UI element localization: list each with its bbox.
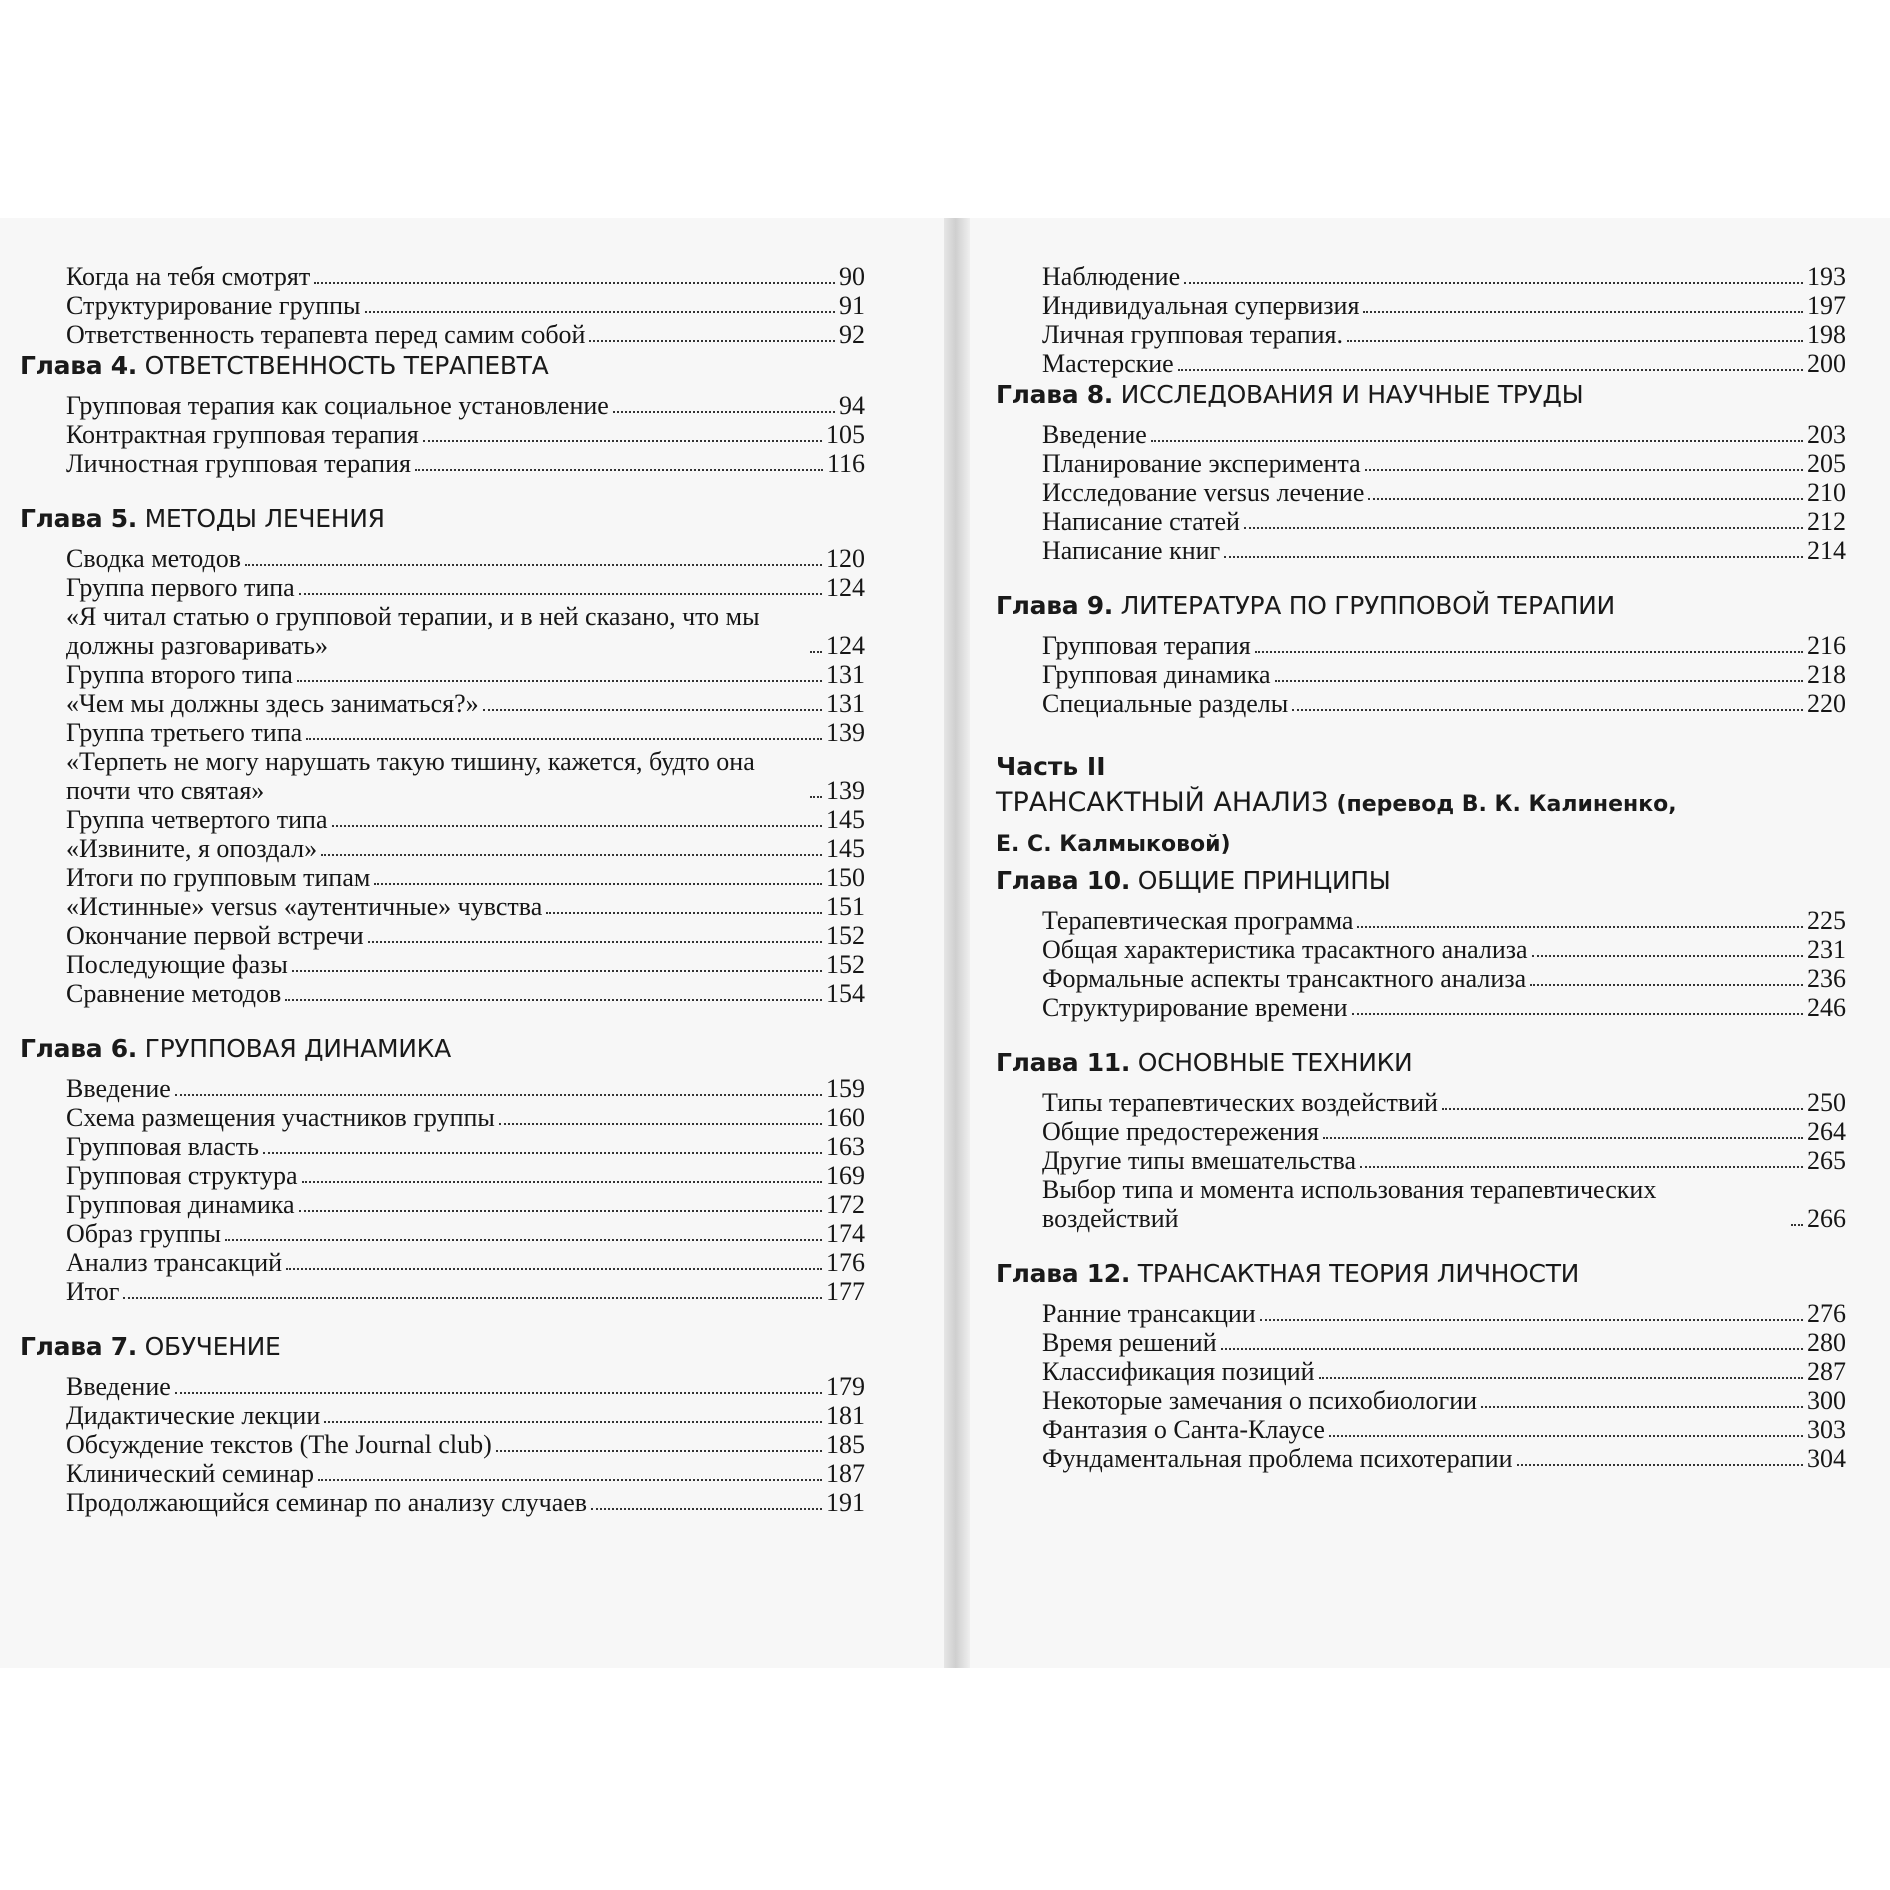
toc-entry-title: Время решений <box>1042 1328 1217 1357</box>
toc-entry <box>66 718 865 747</box>
toc-entry-page-number: 187 <box>826 1459 865 1488</box>
toc-entry-page-number: 210 <box>1807 478 1846 507</box>
dot-leader <box>225 1239 822 1241</box>
toc-entry <box>66 1488 865 1517</box>
toc-entry-page-number: 264 <box>1807 1117 1846 1146</box>
toc-entry-title: «Терпеть не могу нарушать такую тишину, кажется, будто она почти что святая» <box>66 747 755 805</box>
toc-entry <box>66 892 865 921</box>
toc-entry-page-number: 265 <box>1807 1146 1846 1175</box>
toc-entry <box>66 262 865 291</box>
toc-entry <box>66 863 865 892</box>
toc-entry-title: Структурирование группы <box>66 291 361 320</box>
chapter-number: Глава 11. <box>996 1048 1131 1077</box>
toc-entry-title: Общая характеристика трасактного анализа <box>1042 935 1528 964</box>
toc-entry-page-number: 214 <box>1807 536 1846 565</box>
dot-leader <box>368 941 822 943</box>
toc-entry-title: Клинический семинар <box>66 1459 315 1488</box>
toc-entry-title: Итоги по групповым типам <box>66 863 371 892</box>
chapter-number: Глава 4. <box>20 351 137 380</box>
dot-leader <box>1244 527 1803 529</box>
toc-entry-title: Когда на тебя смотрят <box>66 262 311 291</box>
toc-entry-page-number: 205 <box>1807 449 1846 478</box>
toc-entry-page-number: 181 <box>826 1401 865 1430</box>
dot-leader <box>123 1297 822 1299</box>
toc-entry-page-number: 145 <box>826 834 865 863</box>
dot-leader <box>306 738 822 740</box>
toc-entry-page-number: 176 <box>826 1248 865 1277</box>
toc-entry <box>66 291 865 320</box>
dot-leader <box>591 1508 822 1510</box>
toc-entry <box>1042 1415 1846 1444</box>
toc-entry <box>1042 1328 1846 1357</box>
toc-entry-page-number: 179 <box>826 1372 865 1401</box>
dot-leader <box>1275 680 1803 682</box>
dot-leader <box>1791 1224 1803 1226</box>
part-title-text: ТРАНСАКТНЫЙ АНАЛИЗ <box>996 787 1329 818</box>
toc-entry-page-number: 287 <box>1807 1357 1846 1386</box>
toc-entry <box>1042 1175 1846 1233</box>
dot-leader <box>332 825 823 827</box>
toc-entry <box>1042 1357 1846 1386</box>
toc-entry-page-number: 225 <box>1807 906 1846 935</box>
toc-entry-title: Анализ трансакций <box>66 1248 283 1277</box>
toc-entry-title: Введение <box>66 1372 171 1401</box>
toc-entry <box>1042 689 1846 718</box>
toc-entry-title: Фантазия о Санта-Клаусе <box>1042 1415 1325 1444</box>
left-chapters <box>20 349 865 1517</box>
chapter-entries <box>996 420 1846 565</box>
dot-leader <box>318 1479 822 1481</box>
book-spread <box>0 218 1890 1668</box>
toc-entry-page-number: 151 <box>826 892 865 921</box>
toc-entry <box>66 1103 865 1132</box>
dot-leader <box>1347 340 1803 342</box>
chapter-entries <box>20 544 865 1008</box>
dot-leader <box>1178 369 1803 371</box>
chapter-entries <box>20 1372 865 1517</box>
toc-entry <box>66 921 865 950</box>
chapter-heading: Глава 4. ОТВЕТСТВЕННОСТЬ ТЕРАПЕВТА <box>20 351 549 380</box>
toc-entry <box>66 320 865 349</box>
dot-leader <box>1323 1137 1803 1139</box>
dot-leader <box>810 651 822 653</box>
dot-leader <box>483 709 822 711</box>
toc-entry <box>66 449 865 478</box>
dot-leader <box>175 1392 822 1394</box>
chapter-number: Глава 8. <box>996 380 1113 409</box>
toc-entry <box>1042 1299 1846 1328</box>
toc-entry-page-number: 197 <box>1807 291 1846 320</box>
toc-entry <box>66 573 865 602</box>
dot-leader <box>324 1421 822 1423</box>
toc-entry-title: Другие типы вмешательства <box>1042 1146 1356 1175</box>
toc-entry-title: Группа третьего типа <box>66 718 303 747</box>
toc-entry <box>66 834 865 863</box>
dot-leader <box>1221 1348 1803 1350</box>
chapter-entries <box>996 1088 1846 1233</box>
toc-entry <box>66 1190 865 1219</box>
toc-entry-title: Групповая структура <box>66 1161 298 1190</box>
dot-leader <box>314 282 835 284</box>
dot-leader <box>1292 709 1803 711</box>
part-translators-cont-line <box>996 824 1846 864</box>
toc-entry-title: Группа четвертого типа <box>66 805 328 834</box>
chapter-entries <box>996 1299 1846 1473</box>
toc-entry-title: «Истинные» versus «аутентичные» чувства <box>66 892 543 921</box>
toc-entry-title: Общие предостережения <box>1042 1117 1319 1146</box>
chapter-number: Глава 10. <box>996 866 1131 895</box>
toc-entry-page-number: 276 <box>1807 1299 1846 1328</box>
chapter-number: Глава 6. <box>20 1034 137 1063</box>
toc-entry-title: Личностная групповая терапия <box>66 449 411 478</box>
toc-entry-page-number: 150 <box>826 863 865 892</box>
chapter-entries <box>20 1074 865 1306</box>
toc-entry <box>1042 420 1846 449</box>
book-gutter <box>944 218 970 1668</box>
part-translators-cont: Е. С. Калмыковой) <box>996 832 1231 857</box>
toc-entry <box>66 602 865 660</box>
toc-entry <box>66 660 865 689</box>
dot-leader <box>1481 1406 1803 1408</box>
toc-entry <box>66 689 865 718</box>
toc-entry <box>66 420 865 449</box>
toc-entry <box>1042 507 1846 536</box>
part-label: Часть II <box>996 752 1106 781</box>
toc-entry-page-number: 120 <box>826 544 865 573</box>
toc-entry-title: Фундаментальная проблема психотерапии <box>1042 1444 1513 1473</box>
toc-entry <box>66 747 865 805</box>
chapter-entries <box>996 906 1846 1022</box>
toc-entry <box>1042 1386 1846 1415</box>
right-chapters-after-part <box>996 864 1846 1473</box>
dot-leader <box>1363 311 1803 313</box>
dot-leader <box>1368 498 1803 500</box>
toc-entry-page-number: 300 <box>1807 1386 1846 1415</box>
toc-entry-page-number: 246 <box>1807 993 1846 1022</box>
dot-leader <box>1224 556 1803 558</box>
toc-entry-title: «Извините, я опоздал» <box>66 834 318 863</box>
toc-entry-title: Некоторые замечания о психобиологии <box>1042 1386 1478 1415</box>
toc-entry-page-number: 172 <box>826 1190 865 1219</box>
toc-entry <box>66 391 865 420</box>
toc-entry <box>1042 964 1846 993</box>
toc-entry-page-number: 116 <box>826 449 865 478</box>
toc-entry-title: Последующие фазы <box>66 950 288 979</box>
toc-entry-title: Исследование versus лечение <box>1042 478 1365 507</box>
dot-leader <box>499 1123 822 1125</box>
right-chapters-before-part <box>996 378 1846 718</box>
toc-entry-title: Групповая власть <box>66 1132 260 1161</box>
toc-entry-title: Групповая динамика <box>66 1190 295 1219</box>
toc-entry-title: «Чем мы должны здесь заниматься?» <box>66 689 479 718</box>
toc-entry-page-number: 198 <box>1807 320 1846 349</box>
dot-leader <box>1532 955 1803 957</box>
toc-entry <box>1042 478 1846 507</box>
part-translators: (перевод В. К. Калиненко, <box>1336 792 1677 817</box>
toc-entry-title: Группа второго типа <box>66 660 293 689</box>
toc-entry-title: Группа первого типа <box>66 573 295 602</box>
toc-entry-title: Индивидуальная супервизия <box>1042 291 1360 320</box>
toc-entry-title: Схема размещения участников группы <box>66 1103 495 1132</box>
toc-entry-page-number: 92 <box>839 320 865 349</box>
left-page <box>0 218 944 1668</box>
toc-entry <box>66 1219 865 1248</box>
toc-entry-title: Выбор типа и момента использования терапевтических воздействий <box>1042 1175 1657 1233</box>
toc-entry <box>66 1372 865 1401</box>
toc-entry-title: Наблюдение <box>1042 262 1181 291</box>
toc-entry <box>1042 631 1846 660</box>
toc-entry-page-number: 105 <box>826 420 865 449</box>
dot-leader <box>415 469 823 471</box>
dot-leader <box>299 1210 822 1212</box>
chapter-number: Глава 9. <box>996 591 1113 620</box>
toc-entry-title: Групповая терапия как социальное установление <box>66 391 609 420</box>
dot-leader <box>1517 1464 1803 1466</box>
toc-entry <box>1042 1146 1846 1175</box>
chapter-heading: Глава 7. ОБУЧЕНИЕ <box>20 1332 281 1361</box>
toc-entry-page-number: 169 <box>826 1161 865 1190</box>
toc-entry-title: Структурирование времени <box>1042 993 1348 1022</box>
toc-entry <box>1042 1444 1846 1473</box>
toc-entry-page-number: 216 <box>1807 631 1846 660</box>
toc-entry-page-number: 91 <box>839 291 865 320</box>
left-continued-items <box>20 262 865 349</box>
toc-entry-page-number: 124 <box>826 573 865 602</box>
toc-entry <box>1042 449 1846 478</box>
dot-leader <box>1357 926 1803 928</box>
toc-entry-page-number: 303 <box>1807 1415 1846 1444</box>
toc-entry-title: Написание книг <box>1042 536 1221 565</box>
toc-entry-page-number: 304 <box>1807 1444 1846 1473</box>
dot-leader <box>365 311 835 313</box>
dot-leader <box>297 680 822 682</box>
part-title <box>996 784 1846 824</box>
dot-leader <box>613 411 835 413</box>
toc-entry-title: «Я читал статью о групповой терапии, и в ней сказано, что мы должны разговаривать» <box>66 602 760 660</box>
toc-entry-page-number: 152 <box>826 950 865 979</box>
dot-leader <box>299 593 822 595</box>
chapter-heading: Глава 5. МЕТОДЫ ЛЕЧЕНИЯ <box>20 504 385 533</box>
right-page <box>970 218 1890 1668</box>
chapter-heading: Глава 8. ИССЛЕДОВАНИЯ И НАУЧНЫЕ ТРУДЫ <box>996 380 1584 409</box>
toc-entry-page-number: 250 <box>1807 1088 1846 1117</box>
toc-entry-title: Личная групповая терапия. <box>1042 320 1344 349</box>
chapter-number: Глава 7. <box>20 1332 137 1361</box>
toc-entry <box>66 1161 865 1190</box>
dot-leader <box>496 1450 822 1452</box>
toc-entry <box>66 950 865 979</box>
toc-entry-title: Групповая динамика <box>1042 660 1271 689</box>
toc-entry <box>1042 291 1846 320</box>
toc-entry <box>1042 262 1846 291</box>
dot-leader <box>1442 1108 1803 1110</box>
toc-entry-page-number: 90 <box>839 262 865 291</box>
toc-entry-title: Ответственность терапевта перед самим собой <box>66 320 586 349</box>
toc-entry-title: Обсуждение текстов (The Journal club) <box>66 1430 492 1459</box>
dot-leader <box>1365 469 1803 471</box>
toc-entry-page-number: 266 <box>1807 1204 1846 1233</box>
toc-entry-title: Типы терапевтических воздействий <box>1042 1088 1438 1117</box>
dot-leader <box>546 912 822 914</box>
toc-entry-page-number: 218 <box>1807 660 1846 689</box>
toc-entry <box>66 1277 865 1306</box>
dot-leader <box>423 440 822 442</box>
toc-entry-page-number: 185 <box>826 1430 865 1459</box>
chapter-heading: Глава 11. ОСНОВНЫЕ ТЕХНИКИ <box>996 1048 1413 1077</box>
toc-entry-page-number: 131 <box>826 689 865 718</box>
toc-entry-page-number: 191 <box>826 1488 865 1517</box>
toc-entry-title: Мастерские <box>1042 349 1174 378</box>
toc-entry <box>1042 906 1846 935</box>
toc-entry-title: Итог <box>66 1277 120 1306</box>
toc-entry-page-number: 220 <box>1807 689 1846 718</box>
toc-entry-page-number: 152 <box>826 921 865 950</box>
dot-leader <box>374 883 822 885</box>
dot-leader <box>1352 1013 1803 1015</box>
toc-entry <box>66 1074 865 1103</box>
dot-leader <box>589 340 835 342</box>
dot-leader <box>1151 440 1803 442</box>
toc-entry-page-number: 163 <box>826 1132 865 1161</box>
toc-entry-page-number: 193 <box>1807 262 1846 291</box>
chapter-number: Глава 5. <box>20 504 137 533</box>
dot-leader <box>286 1268 822 1270</box>
toc-entry-title: Продолжающийся семинар по анализу случаев <box>66 1488 588 1517</box>
toc-entry-page-number: 124 <box>826 631 865 660</box>
toc-entry <box>66 1248 865 1277</box>
toc-entry-title: Написание статей <box>1042 507 1240 536</box>
toc-entry <box>66 544 865 573</box>
dot-leader <box>292 970 822 972</box>
dot-leader <box>245 564 822 566</box>
dot-leader <box>1184 282 1803 284</box>
toc-entry-page-number: 203 <box>1807 420 1846 449</box>
toc-entry-title: Формальные аспекты трансактного анализа <box>1042 964 1527 993</box>
toc-entry-title: Введение <box>1042 420 1147 449</box>
toc-entry-title: Планирование эксперимента <box>1042 449 1361 478</box>
toc-entry-page-number: 280 <box>1807 1328 1846 1357</box>
toc-entry-page-number: 154 <box>826 979 865 1008</box>
toc-entry-page-number: 200 <box>1807 349 1846 378</box>
toc-entry <box>1042 660 1846 689</box>
right-toc <box>996 262 1846 1473</box>
toc-entry <box>1042 993 1846 1022</box>
toc-entry-title: Введение <box>66 1074 171 1103</box>
toc-entry-title: Сравнение методов <box>66 979 282 1008</box>
toc-entry-page-number: 139 <box>826 718 865 747</box>
chapter-number: Глава 12. <box>996 1259 1131 1288</box>
toc-entry-page-number: 160 <box>826 1103 865 1132</box>
toc-entry-page-number: 94 <box>839 391 865 420</box>
toc-entry <box>1042 1088 1846 1117</box>
toc-entry-title: Групповая терапия <box>1042 631 1251 660</box>
toc-entry-title: Специальные разделы <box>1042 689 1289 718</box>
toc-entry-title: Терапевтическая программа <box>1042 906 1354 935</box>
toc-entry-page-number: 174 <box>826 1219 865 1248</box>
toc-entry-title: Контрактная групповая терапия <box>66 420 419 449</box>
toc-entry <box>66 1459 865 1488</box>
dot-leader <box>1329 1435 1803 1437</box>
toc-entry-page-number: 145 <box>826 805 865 834</box>
toc-entry <box>66 1132 865 1161</box>
toc-entry-page-number: 159 <box>826 1074 865 1103</box>
toc-entry-page-number: 131 <box>826 660 865 689</box>
toc-entry-page-number: 236 <box>1807 964 1846 993</box>
toc-entry <box>66 979 865 1008</box>
dot-leader <box>1255 651 1803 653</box>
chapter-heading: Глава 9. ЛИТЕРАТУРА ПО ГРУППОВОЙ ТЕРАПИИ <box>996 591 1615 620</box>
dot-leader <box>1360 1166 1803 1168</box>
toc-entry <box>1042 935 1846 964</box>
chapter-heading: Глава 6. ГРУППОВАЯ ДИНАМИКА <box>20 1034 451 1063</box>
toc-entry <box>1042 536 1846 565</box>
toc-entry <box>1042 1117 1846 1146</box>
chapter-entries <box>20 391 865 478</box>
chapter-entries <box>996 631 1846 718</box>
dot-leader <box>810 796 822 798</box>
dot-leader <box>175 1094 822 1096</box>
chapter-heading: Глава 12. ТРАНСАКТНАЯ ТЕОРИЯ ЛИЧНОСТИ <box>996 1259 1580 1288</box>
chapter-heading: Глава 10. ОБЩИЕ ПРИНЦИПЫ <box>996 866 1391 895</box>
toc-entry-title: Образ группы <box>66 1219 221 1248</box>
toc-entry <box>66 1401 865 1430</box>
left-toc <box>20 262 865 1517</box>
right-continued-items <box>996 262 1846 378</box>
dot-leader <box>1260 1319 1803 1321</box>
toc-entry-title: Окончание первой встречи <box>66 921 364 950</box>
toc-entry-page-number: 212 <box>1807 507 1846 536</box>
toc-entry-page-number: 139 <box>826 776 865 805</box>
toc-entry-page-number: 231 <box>1807 935 1846 964</box>
toc-entry-title: Ранние трансакции <box>1042 1299 1256 1328</box>
dot-leader <box>302 1181 822 1183</box>
toc-entry <box>66 805 865 834</box>
toc-entry <box>1042 320 1846 349</box>
dot-leader <box>1319 1377 1803 1379</box>
dot-leader <box>263 1152 822 1154</box>
dot-leader <box>321 854 822 856</box>
toc-entry <box>66 1430 865 1459</box>
toc-entry-title: Сводка методов <box>66 544 241 573</box>
toc-entry-page-number: 177 <box>826 1277 865 1306</box>
toc-entry <box>1042 349 1846 378</box>
toc-entry-title: Дидактические лекции <box>66 1401 321 1430</box>
toc-entry-title: Классификация позиций <box>1042 1357 1315 1386</box>
dot-leader <box>1530 984 1803 986</box>
dot-leader <box>285 999 822 1001</box>
